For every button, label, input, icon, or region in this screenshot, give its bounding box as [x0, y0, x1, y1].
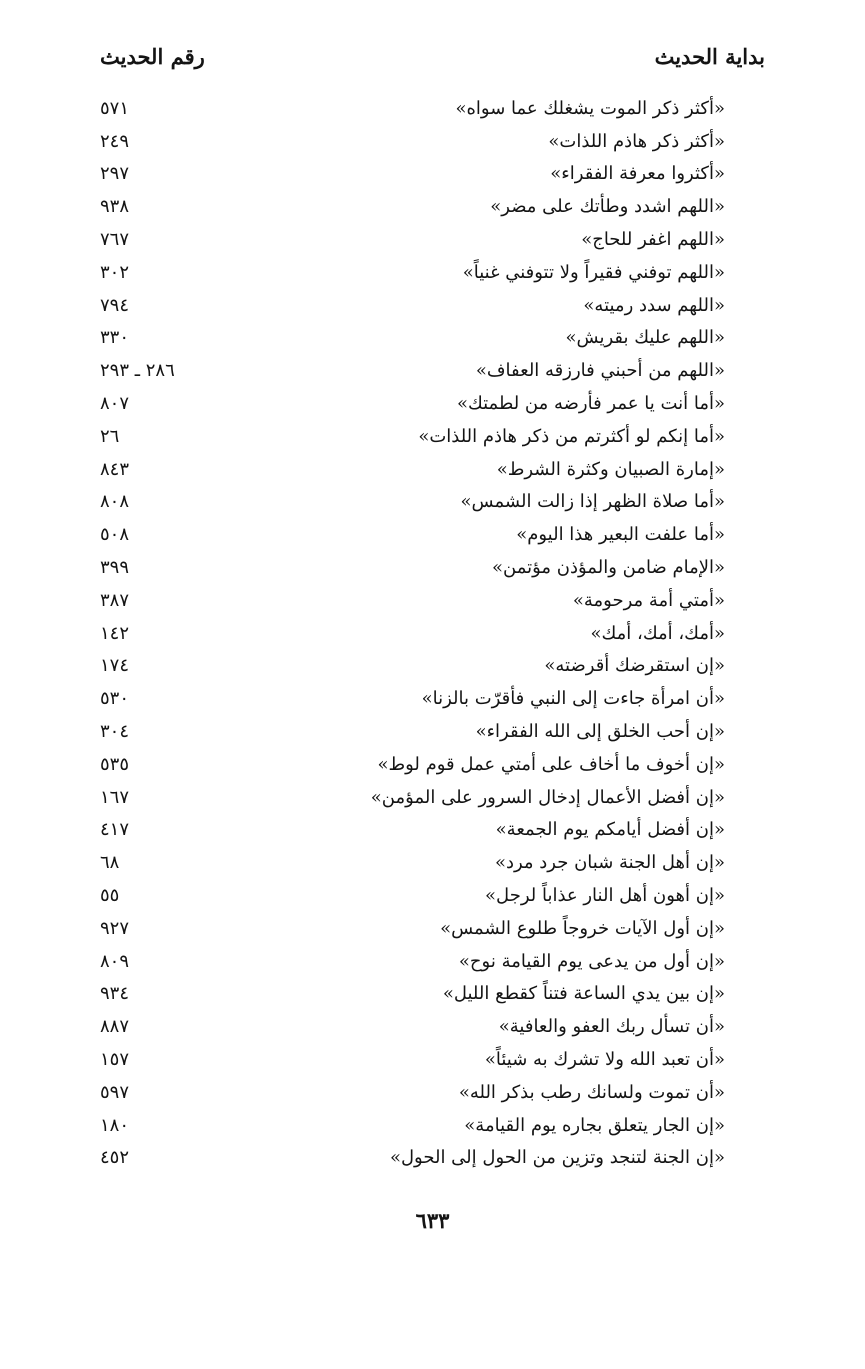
hadith-number: ٢٤٩	[100, 130, 130, 152]
hadith-number: ١٨٠	[100, 1114, 130, 1136]
hadith-number: ٧٦٧	[100, 229, 130, 251]
hadith-number: ٨٤٣	[100, 458, 130, 480]
hadith-start-text: «اللهم سدد رميته»	[583, 294, 725, 316]
list-item	[100, 978, 725, 1011]
hadith-number: ٨٠٨	[100, 491, 130, 513]
list-item	[100, 682, 725, 715]
hadith-number: ٨٠٩	[100, 950, 130, 972]
hadith-start-text: «إمارة الصبيان وكثرة الشرط»	[496, 458, 725, 480]
hadith-start-text: «إن أهون أهل النار عذاباً لرجل»	[485, 885, 725, 907]
hadith-start-text: «إن استقرضك أقرضته»	[544, 655, 725, 677]
list-item	[100, 846, 725, 879]
hadith-number: ١٥٧	[100, 1049, 130, 1070]
list-item	[100, 814, 725, 847]
list-item	[100, 551, 725, 584]
list-item	[100, 486, 725, 519]
list-item	[100, 223, 725, 256]
hadith-number: ٥٠٨	[100, 524, 130, 546]
hadith-number: ٧٩٤	[100, 294, 130, 316]
hadith-number: ١٧٤	[100, 655, 130, 677]
hadith-number: ٣٠٤	[100, 721, 130, 743]
list-item	[100, 158, 725, 191]
hadith-start-text: «اللهم اشدد وطأتك على مضر»	[490, 196, 725, 218]
hadith-number: ٦٨	[100, 852, 120, 874]
hadith-start-text: «أن امرأة جاءت إلى النبي فأقرّت بالزنا»	[421, 688, 725, 710]
hadith-index-list	[100, 92, 725, 1174]
hadith-start-text: «إن الجنة لتنجد وتزين من الحول إلى الحول»	[389, 1147, 725, 1169]
hadith-number: ٥٧١	[100, 97, 130, 119]
hadith-start-text: «اللهم اغفر للحاج»	[581, 229, 725, 251]
list-item	[100, 715, 725, 748]
hadith-start-text: «اللهم عليك بقريش»	[565, 327, 725, 349]
hadith-number: ٢٦	[100, 425, 120, 447]
list-item	[100, 289, 725, 322]
hadith-start-text: «أما أنت يا عمر فأرضه من لطمتك»	[456, 393, 725, 415]
list-item	[100, 748, 725, 781]
list-item	[100, 1109, 725, 1142]
list-item	[100, 879, 725, 912]
column-title-hadith-number: رقم الحديث	[100, 43, 205, 69]
hadith-start-text: «أما صلاة الظهر إذا زالت الشمس»	[460, 491, 725, 513]
hadith-number: ٢٨٦ ـ ٢٩٣	[100, 360, 175, 382]
hadith-number: ٨٨٧	[100, 1016, 130, 1038]
hadith-number: ٣٩٩	[100, 557, 130, 579]
hadith-start-text: «إن الجار يتعلق بجاره يوم القيامة»	[464, 1114, 725, 1136]
hadith-start-text: «إن أحب الخلق إلى الله الفقراء»	[475, 721, 725, 743]
list-item	[100, 1043, 725, 1076]
list-item	[100, 125, 725, 158]
hadith-number: ٥٥	[100, 885, 120, 907]
hadith-start-text: «إن بين يدي الساعة فتناً كقطع الليل»	[442, 983, 725, 1005]
hadith-number: ١٤٢	[100, 622, 130, 644]
hadith-number: ١٦٧	[100, 786, 130, 808]
hadith-start-text: «اللهم من أحبني فارزقه العفاف»	[475, 360, 725, 382]
hadith-number: ٤٥٢	[100, 1147, 130, 1169]
list-item	[100, 354, 725, 387]
hadith-number: ٨٠٧	[100, 393, 130, 415]
list-item	[100, 420, 725, 453]
hadith-start-text: «أن تسأل ربك العفو والعافية»	[498, 1016, 725, 1038]
column-title-hadith-start: بداية الحديث	[654, 43, 765, 69]
hadith-number: ٩٢٧	[100, 917, 130, 939]
hadith-number: ٢٩٧	[100, 163, 130, 185]
list-item	[100, 781, 725, 814]
hadith-start-text: «أكثروا معرفة الفقراء»	[550, 163, 725, 185]
hadith-number: ٩٣٨	[100, 196, 130, 218]
hadith-start-text: «أن تموت ولسانك رطب بذكر الله»	[458, 1081, 725, 1103]
list-item	[100, 92, 725, 125]
hadith-number: ٣٣٠	[100, 327, 130, 349]
hadith-start-text: «أمتي أمة مرحومة»	[572, 589, 725, 611]
hadith-start-text: «أن تعبد الله ولا تشرك به شيئاً»	[484, 1049, 725, 1070]
hadith-start-text: «أكثر ذكر هاذم اللذات»	[548, 130, 725, 152]
hadith-start-text: «إن أفضل أيامكم يوم الجمعة»	[495, 819, 725, 841]
hadith-start-text: «أما علفت البعير هذا اليوم»	[516, 524, 725, 546]
hadith-number: ٥٩٧	[100, 1081, 130, 1103]
hadith-start-text: «أكثر ذكر الموت يشغلك عما سواه»	[455, 97, 725, 119]
list-item	[100, 1076, 725, 1109]
hadith-start-text: «أما إنكم لو أكثرتم من ذكر هاذم اللذات»	[418, 425, 725, 447]
list-item	[100, 650, 725, 683]
hadith-number: ٥٣٥	[100, 753, 130, 775]
hadith-start-text: «إن أول الآيات خروجاً طلوع الشمس»	[440, 917, 725, 939]
list-item	[100, 584, 725, 617]
hadith-start-text: «إن أفضل الأعمال إدخال السرور على المؤمن»	[370, 786, 725, 808]
list-item	[100, 1142, 725, 1175]
hadith-start-text: «إن أهل الجنة شبان جرد مرد»	[494, 852, 725, 874]
hadith-start-text: «إن أول من يدعى يوم القيامة نوح»	[458, 950, 725, 972]
list-item	[100, 453, 725, 486]
hadith-start-text: «الإمام ضامن والمؤذن مؤتمن»	[491, 557, 725, 579]
list-item	[100, 617, 725, 650]
list-item	[100, 912, 725, 945]
hadith-number: ٤١٧	[100, 819, 130, 841]
list-item	[100, 1010, 725, 1043]
page-number: ٦٣٣	[415, 1208, 450, 1233]
page-header	[100, 38, 765, 74]
hadith-number: ٣٨٧	[100, 589, 130, 611]
list-item	[100, 518, 725, 551]
hadith-number: ٩٣٤	[100, 983, 130, 1005]
list-item	[100, 256, 725, 289]
hadith-number: ٣٠٢	[100, 261, 130, 283]
hadith-start-text: «اللهم توفني فقيراً ولا تتوفني غنياً»	[462, 261, 725, 283]
list-item	[100, 322, 725, 355]
hadith-start-text: «إن أخوف ما أخاف على أمتي عمل قوم لوط»	[377, 753, 725, 775]
hadith-number: ٥٣٠	[100, 688, 130, 710]
list-item	[100, 387, 725, 420]
list-item	[100, 945, 725, 978]
hadith-start-text: «أمك، أمك، أمك»	[590, 622, 725, 644]
list-item	[100, 190, 725, 223]
